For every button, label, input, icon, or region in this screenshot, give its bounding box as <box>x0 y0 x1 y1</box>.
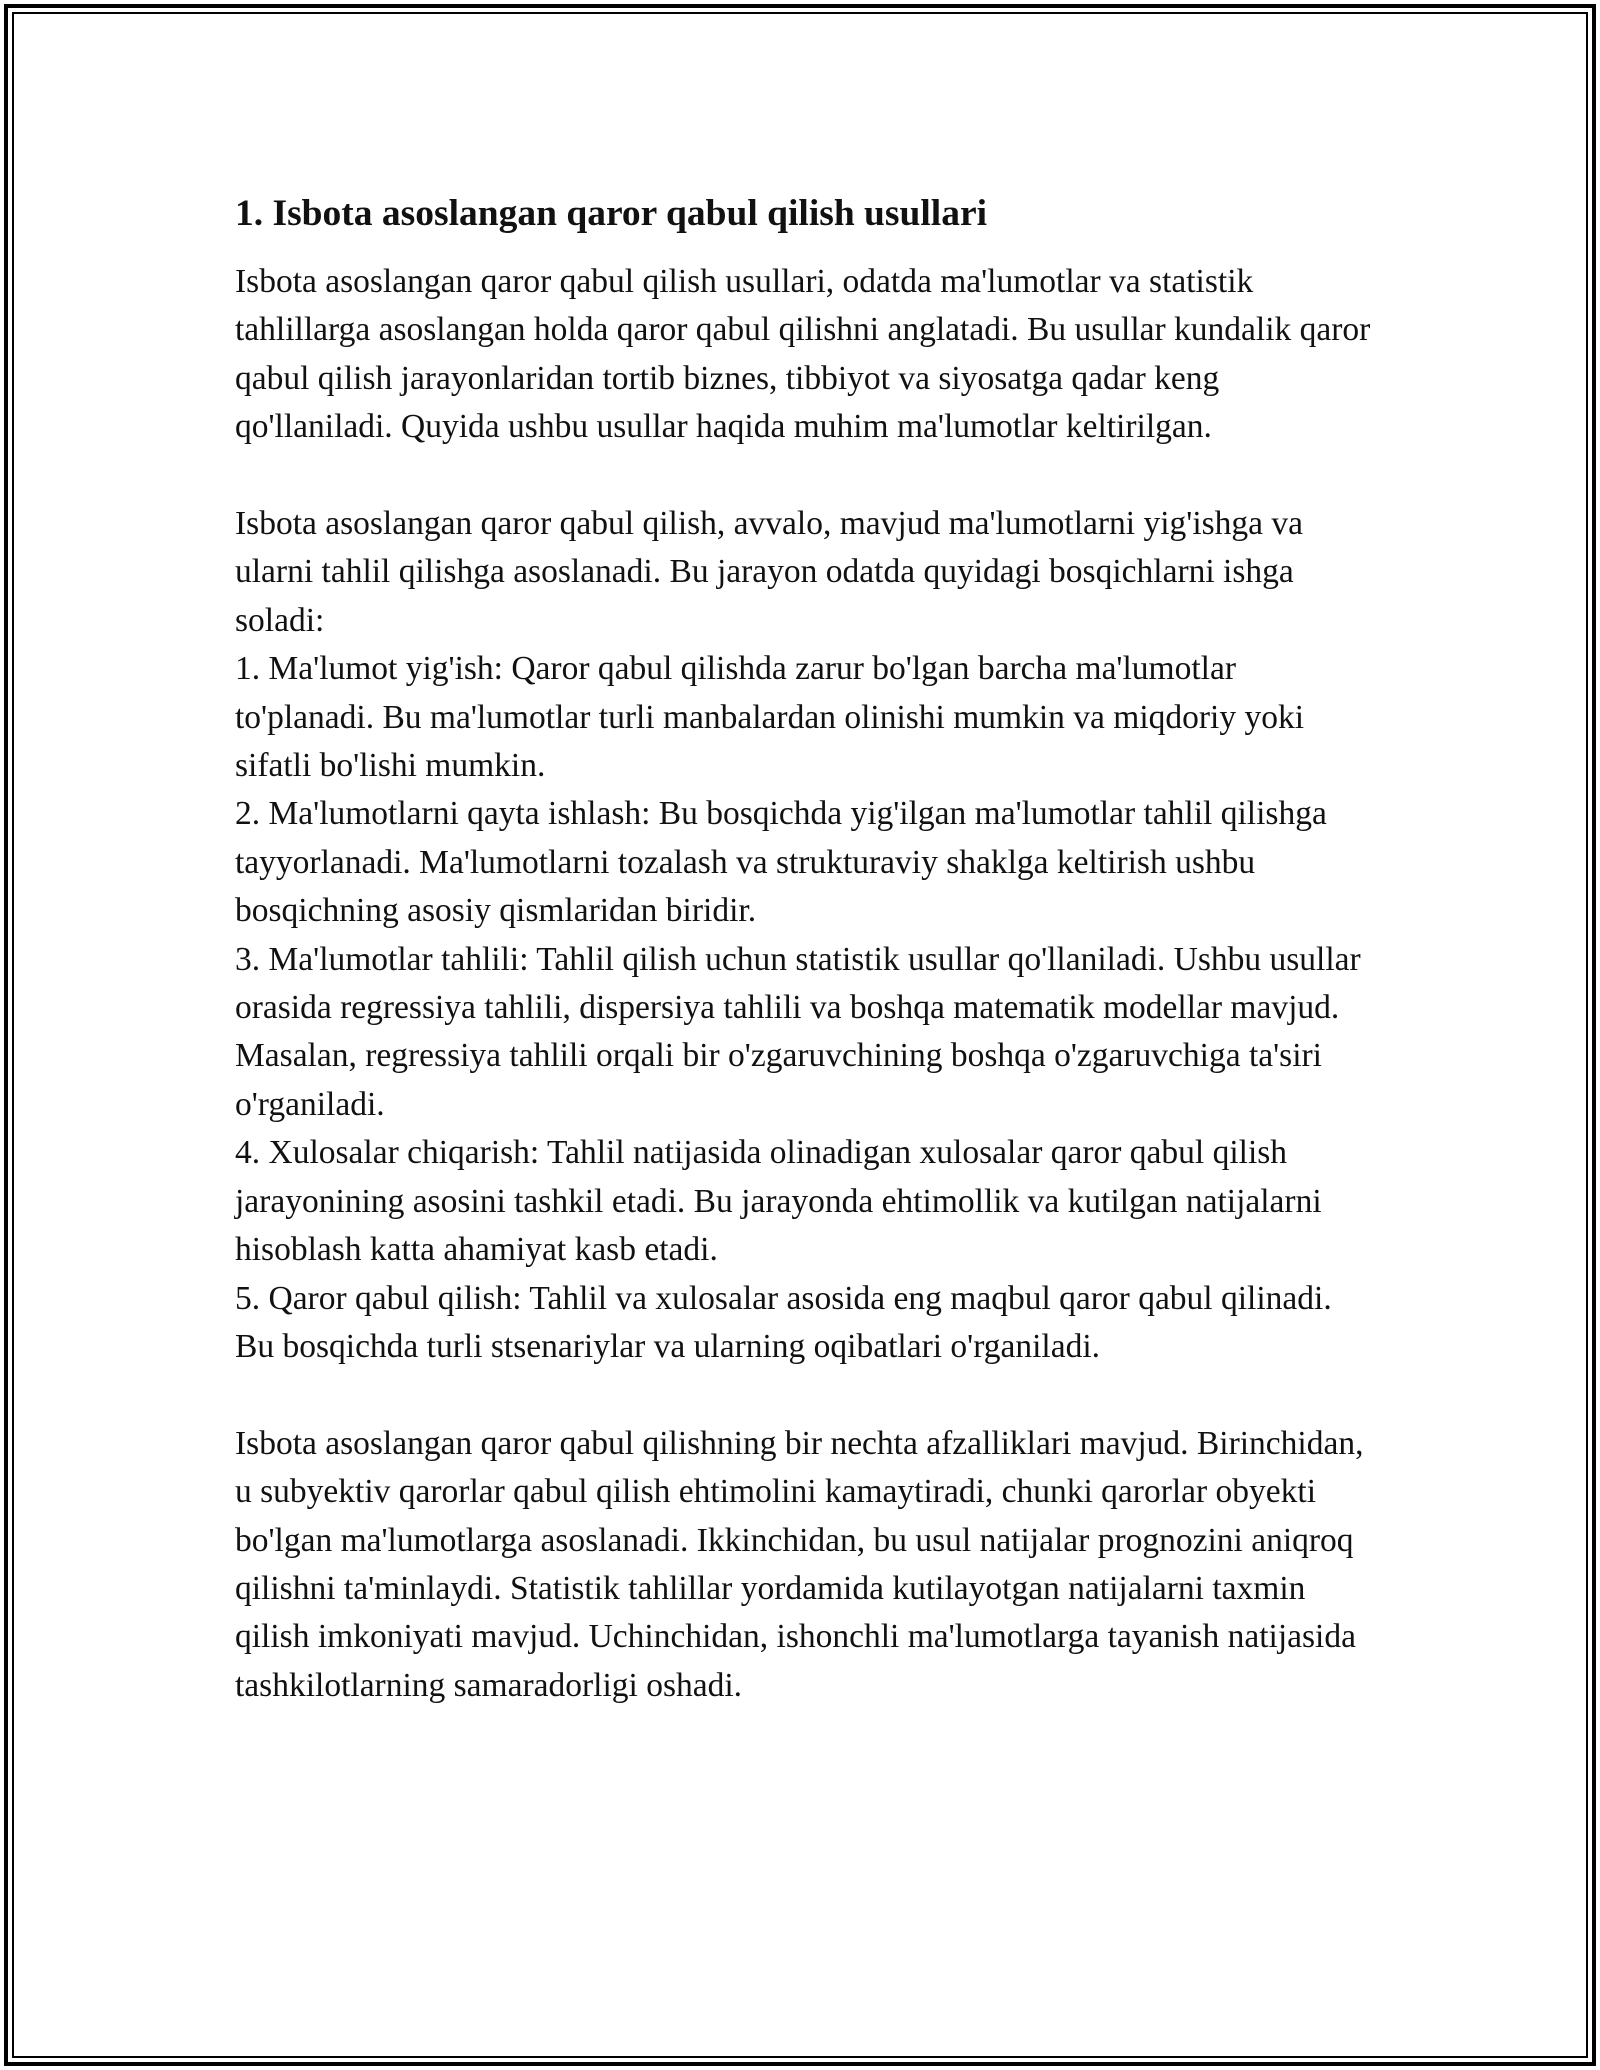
list-item-step-4: 4. Xulosalar chiqarish: Tahlil natijasida olinadigan xulosalar qaror qabul qilish jarayonining asosini tashkil etadi. Bu jarayonda ehtimollik va kutilgan natijalarni hisoblash katta ahamiyat kasb etadi. <box>235 1134 1322 1269</box>
process-intro: Isbota asoslangan qaror qabul qilish, avvalo, mavjud ma'lumotlarni yig'ishga va ularni tahlil qilishga asoslanadi. Bu jarayon odatda quyidagi bosqichlarni ishga soladi: <box>235 505 1304 639</box>
section-heading: 1. Isbota asoslangan qaror qabul qilish usullari <box>235 193 988 234</box>
paragraph-gap <box>235 1371 1375 1419</box>
paragraph-gap <box>235 452 1375 500</box>
document-body <box>235 188 1375 1710</box>
paragraph-process <box>235 500 1375 1371</box>
paragraph-intro: Isbota asoslangan qaror qabul qilish usullari, odatda ma'lumotlar va statistik tahlillarga asoslangan holda qaror qabul qilishni anglatadi. Bu usullar kundalik qaror qabul qilish jarayonlaridan tortib biznes, tibbiyot va siyosatga qadar keng qo'llaniladi. Quyida ushbu usullar haqida muhim ma'lumotlar keltirilgan. <box>235 263 1371 446</box>
list-item-step-2: 2. Ma'lumotlarni qayta ishlash: Bu bosqichda yig'ilgan ma'lumotlar tahlil qilishga tayyorlanadi. Ma'lumotlarni tozalash va strukturaviy shaklga keltirish ushbu bosqichning asosiy qismlaridan biridir. <box>235 795 1327 930</box>
list-item-step-1: 1. Ma'lumot yig'ish: Qaror qabul qilishda zarur bo'lgan barcha ma'lumotlar to'planadi. Bu ma'lumotlar turli manbalardan olinishi mumkin va miqdoriy yoki sifatli bo'lishi mumkin. <box>235 650 1305 785</box>
list-item-step-3: 3. Ma'lumotlar tahlili: Tahlil qilish uchun statistik usullar qo'llaniladi. Ushbu usullar orasida regressiya tahlili, dispersiya tahlili va boshqa matematik modellar mavjud. Masalan, regressiya tahlili orqali bir o'zgaruvchining boshqa o'zgaruvchiga ta'siri o'rganiladi. <box>235 940 1361 1123</box>
list-item-step-5: 5. Qaror qabul qilish: Tahlil va xulosalar asosida eng maqbul qaror qabul qilinadi. Bu bosqichda turli stsenariylar va ularning oqibatlari o'rganiladi. <box>235 1279 1332 1365</box>
paragraph-advantages: Isbota asoslangan qaror qabul qilishning bir nechta afzalliklari mavjud. Birinchidan, u subyektiv qarorlar qabul qilish ehtimolini kamaytiradi, chunki qarorlar obyekti bo'lgan ma'lumotlarga asoslanadi. Ikkinchidan, bu usul natijalar prognozini aniqroq qilishni ta'minlaydi. Statistik tahlillar yordamida kutilayotgan natijalarni taxmin qilish imkoniyati mavjud. Uchinchidan, ishonchli ma'lumotlarga tayanish natijasida tashkilotlarning samaradorligi oshadi. <box>235 1424 1364 1704</box>
